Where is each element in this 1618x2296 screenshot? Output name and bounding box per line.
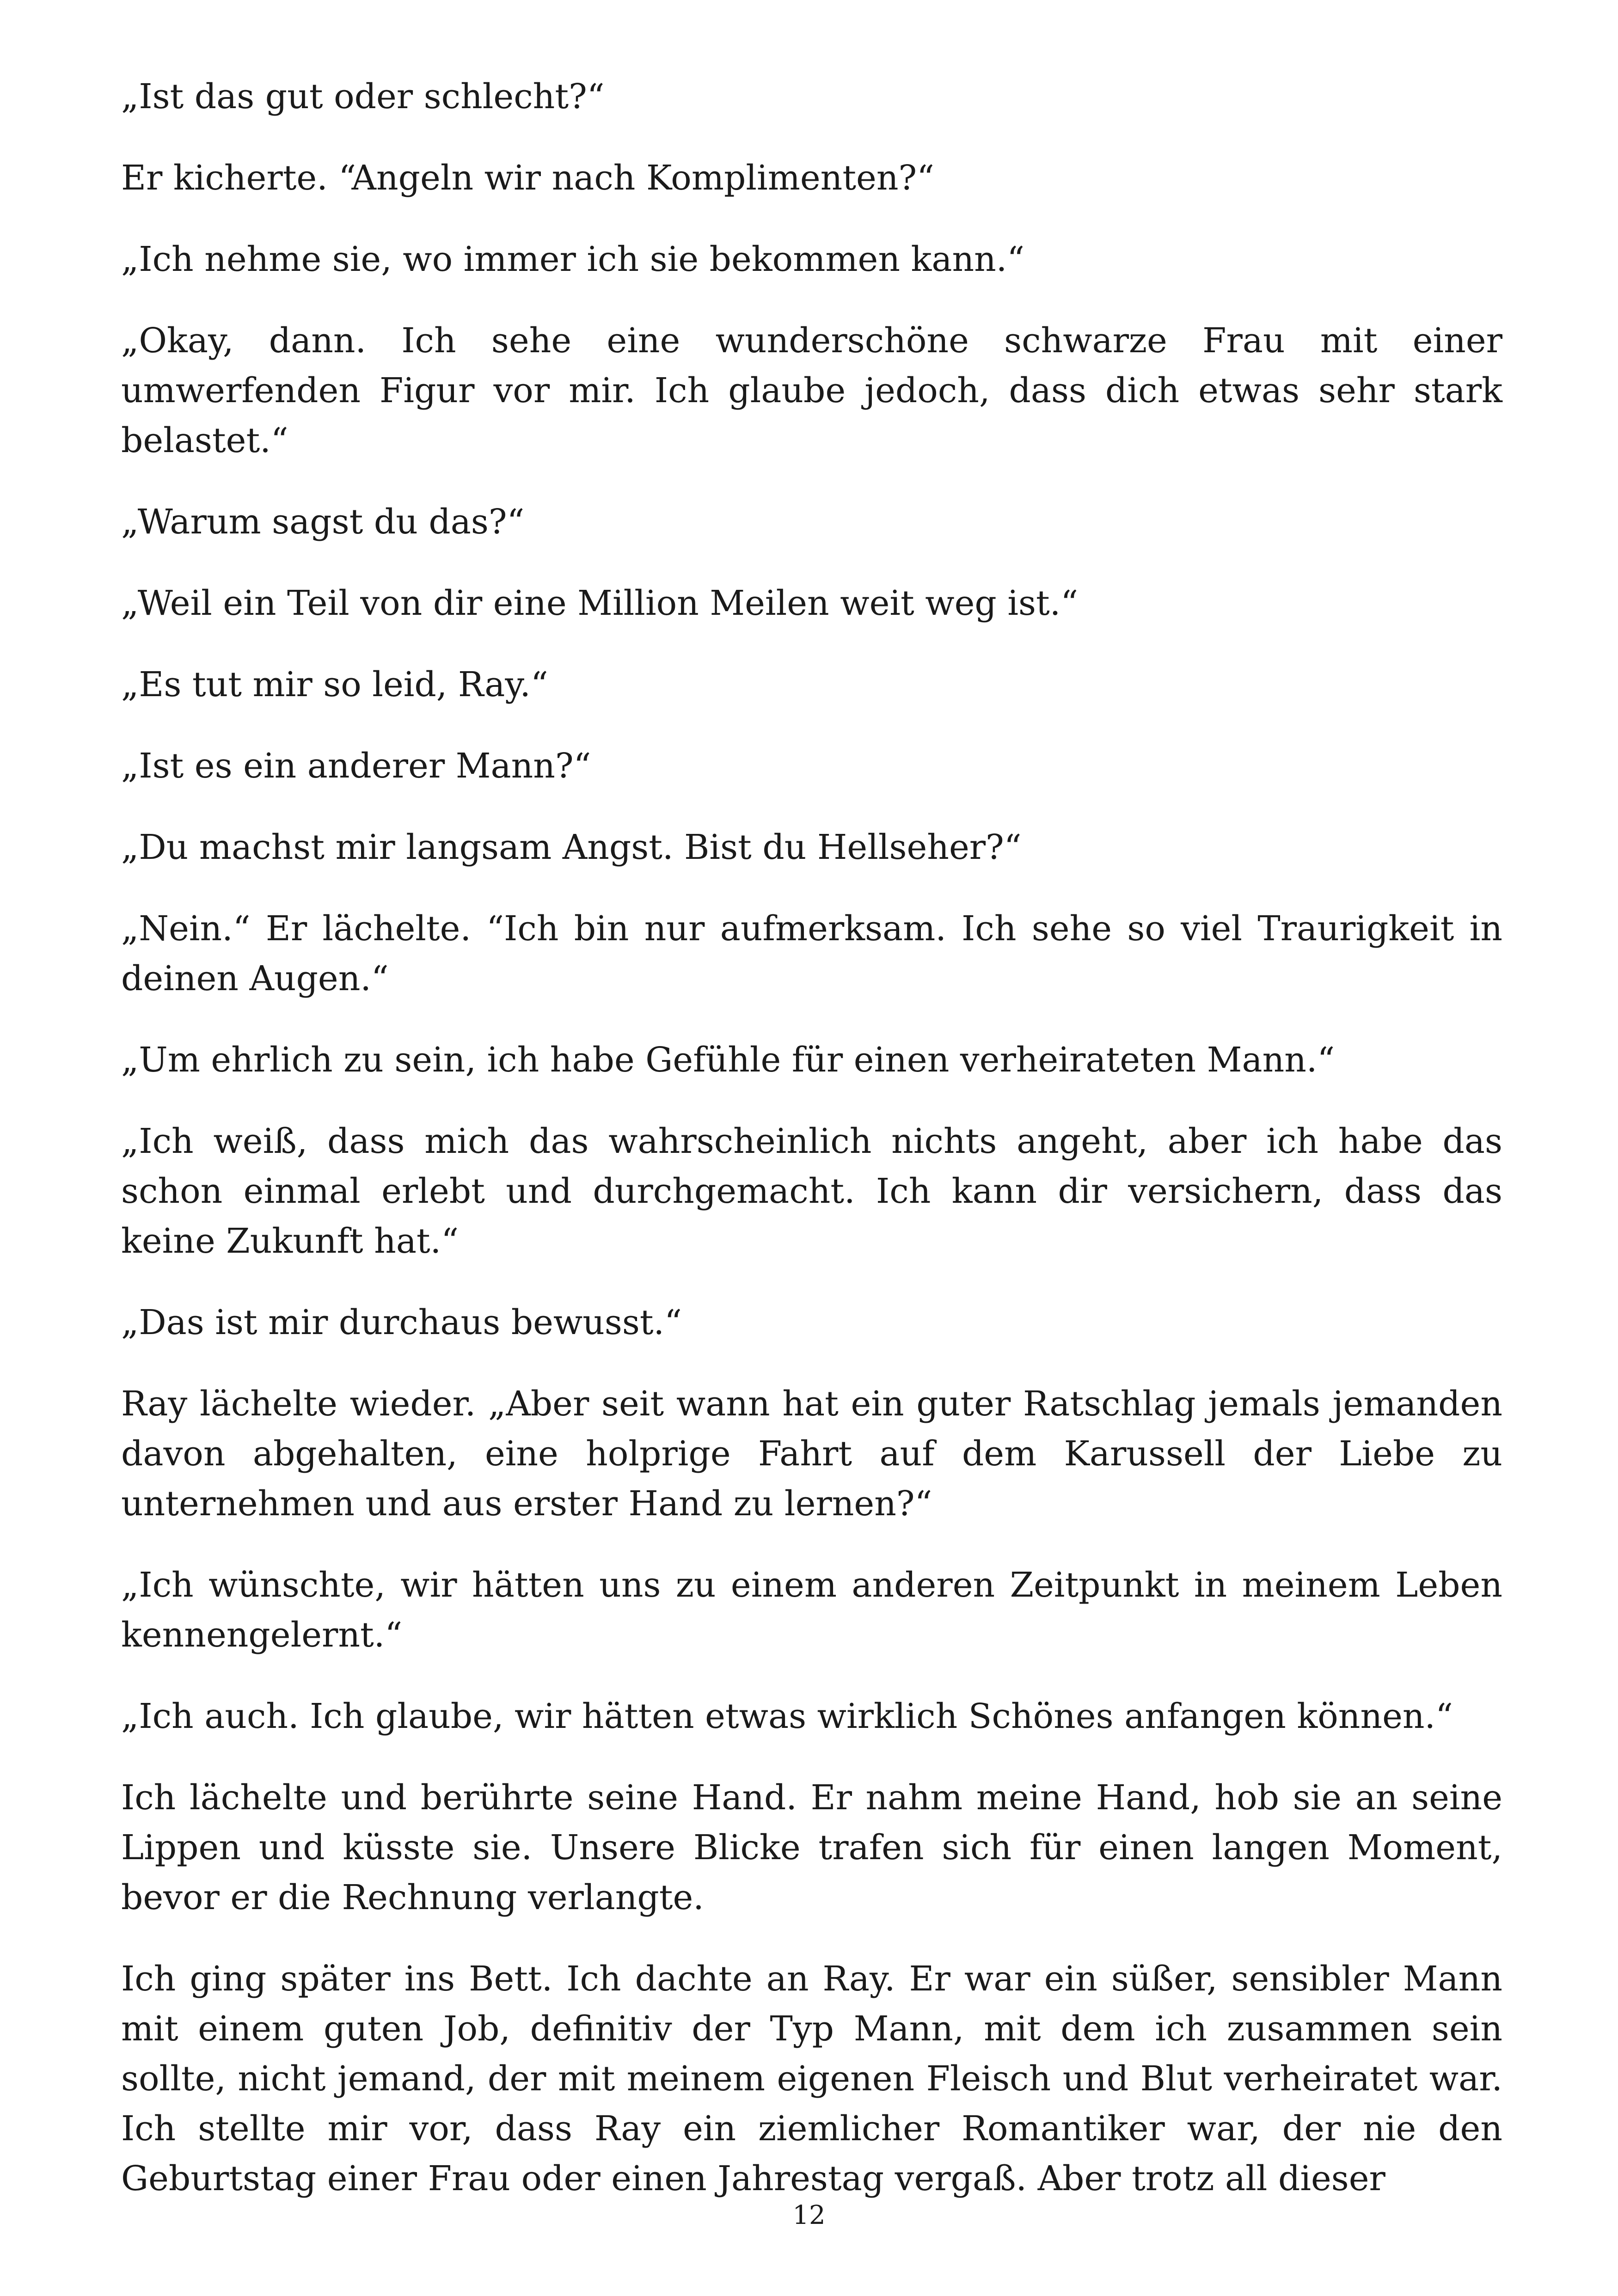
paragraph: Ray lächelte wieder. „Aber seit wann hat ein guter Ratschlag jemals jemanden davon abgehalten, eine holprige Fahrt auf dem Karussell der Liebe zu unternehmen und aus erster Hand zu lernen?“ (121, 1384, 1502, 1524)
paragraph: „Du machst mir langsam Angst. Bist du Hellseher?“ (121, 827, 1022, 867)
page-number: 12 (792, 2200, 826, 2230)
paragraph: „Ich nehme sie, wo immer ich sie bekommen kann.“ (121, 239, 1025, 279)
paragraph: „Nein.“ Er lächelte. “Ich bin nur aufmerksam. Ich sehe so viel Traurigkeit in deinen Augen.“ (121, 909, 1502, 998)
body-text (121, 72, 1502, 2235)
paragraph: „Um ehrlich zu sein, ich habe Gefühle für einen verheirateten Mann.“ (121, 1040, 1335, 1080)
paragraph: „Ist es ein anderer Mann?“ (121, 746, 591, 786)
paragraph: „Okay, dann. Ich sehe eine wunderschöne schwarze Frau mit einer umwerfenden Figur vor mir. Ich glaube jedoch, dass dich etwas sehr stark belastet.“ (121, 321, 1502, 460)
paragraph: „Das ist mir durchaus bewusst.“ (121, 1303, 682, 1342)
paragraph: Ich lächelte und berührte seine Hand. Er nahm meine Hand, hob sie an seine Lippen und küsste sie. Unsere Blicke trafen sich für einen langen Moment, bevor er die Rechnung verlangte. (121, 1778, 1502, 1917)
paragraph: „Ich auch. Ich glaube, wir hätten etwas wirklich Schönes anfangen können.“ (121, 1696, 1453, 1736)
paragraph: „Ich wünschte, wir hätten uns zu einem anderen Zeitpunkt in meinem Leben kennengelernt.“ (121, 1565, 1502, 1655)
paragraph: „Weil ein Teil von dir eine Million Meilen weit weg ist.“ (121, 583, 1079, 623)
paragraph: Ich ging später ins Bett. Ich dachte an Ray. Er war ein süßer, sensibler Mann mit einem guten Job, definitiv der Typ Mann, mit dem ich zusammen sein sollte, nicht jemand, der mit meinem eigenen Fleisch und Blut verheiratet war. Ich stellte mir vor, dass Ray ein ziemlicher Romantiker war, der nie den Geburtstag einer Frau oder einen Jahrestag vergaß. Aber trotz all dieser (121, 1959, 1502, 2198)
paragraph: „Warum sagst du das?“ (121, 502, 525, 542)
paragraph: „Ich weiß, dass mich das wahrscheinlich nichts angeht, aber ich habe das schon einmal erlebt und durchgemacht. Ich kann dir versichern, dass das keine Zukunft hat.“ (121, 1121, 1502, 1261)
paragraph: Er kicherte. “Angeln wir nach Komplimenten?“ (121, 158, 935, 198)
paragraph: „Es tut mir so leid, Ray.“ (121, 665, 548, 704)
paragraph: „Ist das gut oder schlecht?“ (121, 77, 605, 116)
